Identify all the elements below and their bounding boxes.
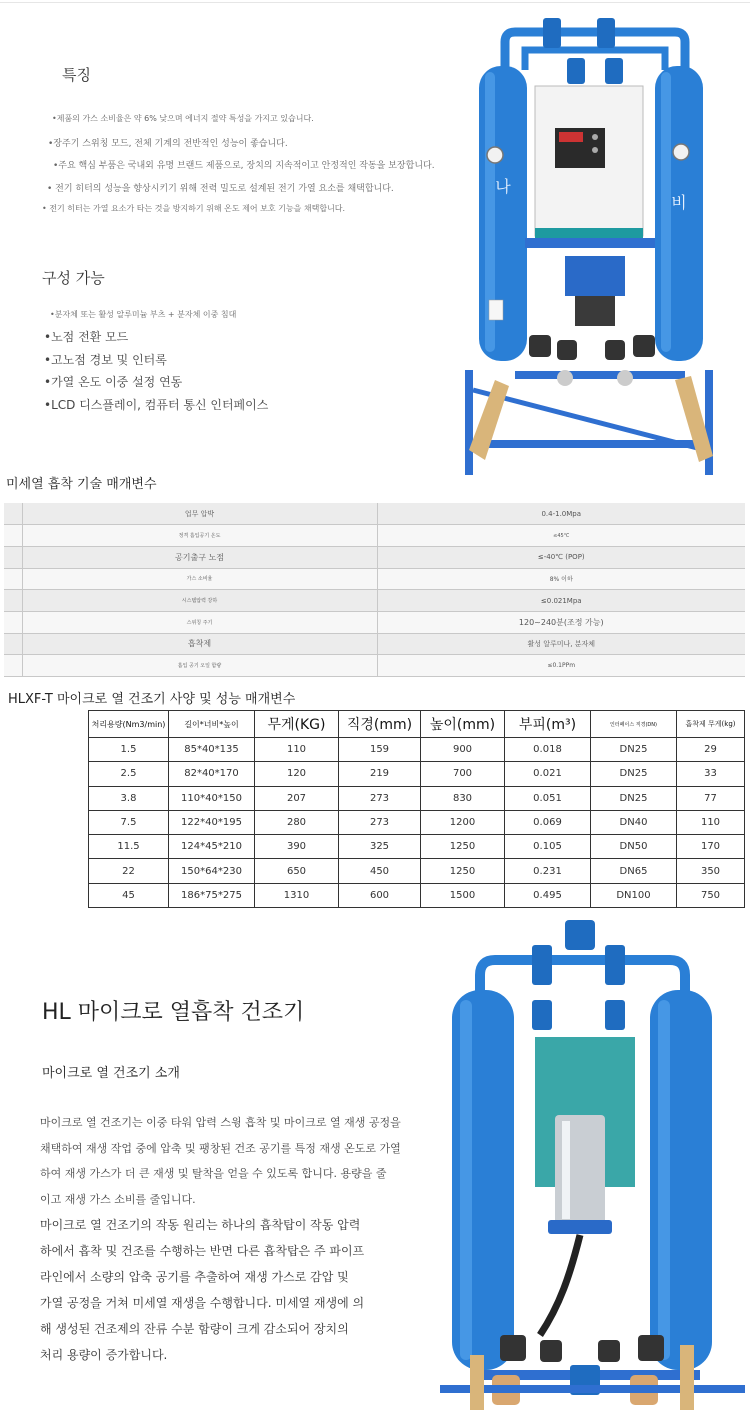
intro-heading: HL 마이크로 열흡착 건조기 [42, 1000, 305, 1025]
spec-header: 흡착제 무게(kg) [677, 711, 745, 738]
table-row: 업무 압박 0.4-1.0Mpa [4, 503, 745, 525]
spec-header: 인터페이스 직경(DN) [591, 711, 677, 738]
spec-header: 처리용량(Nm3/min) [89, 711, 169, 738]
spec-title: HLXF-T 마이크로 열 건조기 사양 및 성능 매개변수 [8, 692, 296, 707]
feature-item: •주요 핵심 부품은 국내외 유명 브랜드 제품으로, 장치의 지속적이고 안정적인 작동을 보장합니다. [53, 161, 435, 171]
spec-table [88, 710, 745, 908]
table-row: 가스 소비율 8% 이하 [4, 568, 745, 590]
top-divider [0, 2, 750, 3]
intro-paragraph-1: 마이크로 열 건조기는 이중 타워 압력 스윙 흡착 및 마이크로 열 재생 공정을 채택하여 재생 작업 중에 압축 및 팽창된 건조 공기를 특정 재생 온도로 가열 하여 재생 가스가 더 큰 재생 및 탈착을 얻을 수 있도록 합니다. 용량을 줄 이고 재생 가스 소비를 줄입니다. [40, 1116, 401, 1206]
intro-subheading: 마이크로 열 건조기 소개 [42, 1066, 180, 1081]
table-row: 공기출구 노점 ≤-40℃ (POP) [4, 546, 745, 568]
table-row: 1.5 85*40*135 110 159 900 0.018 DN25 29 [89, 738, 745, 762]
table-row: 2.5 82*40*170 120 219 700 0.021 DN25 33 [89, 762, 745, 786]
spec-header: 높이(mm) [421, 711, 505, 738]
feature-item: •제품의 가스 소비율은 약 6% 낮으며 에너지 절약 특성을 가지고 있습니다. [52, 114, 314, 123]
table-row: 흡입 공기 오일 함량 ≤0.1PPm [4, 655, 745, 677]
table-row: 7.5 122*40*195 280 273 1200 0.069 DN40 110 [89, 810, 745, 834]
option-item: •고노점 경보 및 인터록 [44, 353, 167, 367]
feature-item: •장주기 스위칭 모드, 전체 기계의 전반적인 성능이 좋습니다. [48, 139, 288, 149]
spec-header: 무게(KG) [255, 711, 339, 738]
table-row: 시스템압력 강하 ≤0.021Mpa [4, 590, 745, 612]
options-title: 구성 가능 [42, 269, 105, 287]
table-row: 흡착제 활성 알루미나, 분자체 [4, 633, 745, 655]
option-item: •분자체 또는 활성 알루미늄 부츠 + 분자체 이중 침대 [50, 310, 237, 319]
table-row: 11.5 124*45*210 390 325 1250 0.105 DN50 170 [89, 835, 745, 859]
dryer-photo-top [455, 10, 745, 488]
table-row: 3.8 110*40*150 207 273 830 0.051 DN25 77 [89, 786, 745, 810]
features-title: 특징 [62, 66, 91, 84]
spec-header-row [89, 711, 745, 738]
option-item: •LCD 디스플레이, 컴퓨터 통신 인터페이스 [44, 398, 269, 412]
feature-item: • 전기 히터는 가열 요소가 타는 것을 방지하기 위해 온도 제어 보호 기능을 채택합니다. [42, 204, 346, 213]
spec-header: 부피(m³) [505, 711, 591, 738]
intro-paragraph-2: 마이크로 열 건조기의 작동 원리는 하나의 흡착탑이 작동 압력 하에서 흡착 및 건조를 수행하는 반면 다른 흡착탑은 주 파이프 라인에서 소량의 압축 공기를 추출하여 재생 가스로 감압 및 가열 공정을 거쳐 미세열 재생을 수행합니다. 미세열 재생에 의 해 생성된 건조제의 잔류 수분 함량이 크게 감소되어 장치의 처리 용량이 증가합니다. [40, 1218, 365, 1362]
option-item: •노점 전환 모드 [44, 330, 129, 344]
table-row: 스위칭 주기 120~240분(조정 가능) [4, 611, 745, 633]
feature-item: • 전기 히터의 성능을 향상시키기 위해 전력 밀도로 설계된 전기 가열 요소를 채택합니다. [47, 184, 394, 194]
left-tower-label: 나 [495, 177, 511, 196]
params-title: 미세열 흡착 기술 매개변수 [6, 477, 157, 492]
right-tower-label: 비 [671, 193, 687, 212]
option-item: •가열 온도 이중 설정 연동 [44, 375, 183, 389]
spec-header: 직경(mm) [339, 711, 421, 738]
table-row: 22 150*64*230 650 450 1250 0.231 DN65 350 [89, 859, 745, 883]
dryer-photo-bottom [440, 915, 745, 1410]
spec-header: 길이*너비*높이 [169, 711, 255, 738]
table-row: 45 186*75*275 1310 600 1500 0.495 DN100 750 [89, 883, 745, 907]
table-row: 정격 흡입공기 온도 ≤45℃ [4, 525, 745, 547]
params-table [4, 503, 745, 677]
